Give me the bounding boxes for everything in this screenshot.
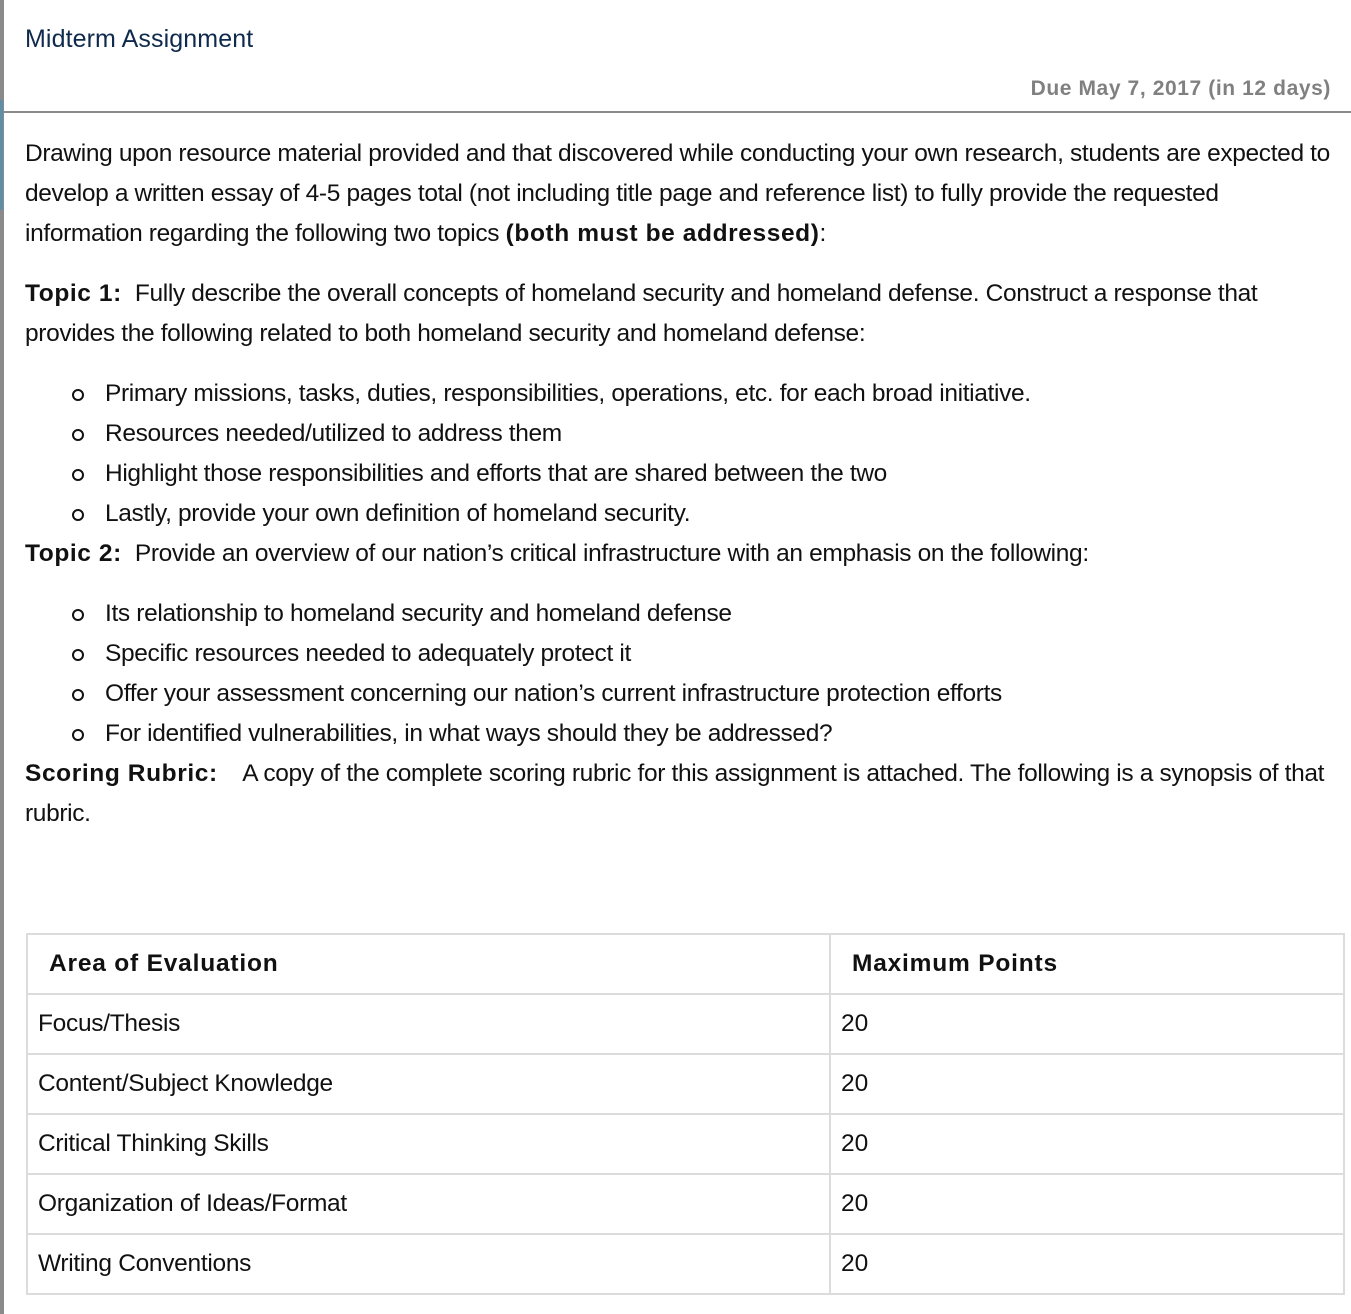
- topic-2-label: Topic 2:: [25, 540, 122, 567]
- topic-1-paragraph: [25, 274, 1335, 354]
- list-item-text: For identified vulnerabilities, in what ways should they be addressed?: [105, 720, 833, 747]
- list-item: [69, 594, 1335, 634]
- list-item-text: Highlight those responsibilities and efforts that are shared between the two: [105, 460, 887, 487]
- list-item: [69, 714, 1335, 754]
- assignment-body: [25, 134, 1335, 834]
- hollow-circle-bullet-icon: [72, 649, 84, 661]
- due-date: Due May 7, 2017 (in 12 days): [1030, 77, 1331, 100]
- list-item: [69, 414, 1335, 454]
- intro-suffix: :: [819, 220, 826, 247]
- hollow-circle-bullet-icon: [72, 469, 84, 481]
- topic-1-label: Topic 1:: [25, 280, 122, 307]
- hollow-circle-bullet-icon: [72, 509, 84, 521]
- area-cell: Focus/Thesis: [27, 994, 830, 1054]
- topic-2-paragraph: [25, 534, 1335, 574]
- points-cell: 20: [830, 1174, 1344, 1234]
- list-item: [69, 674, 1335, 714]
- topic-1-list: [25, 374, 1335, 534]
- list-item: [69, 494, 1335, 534]
- assignment-title: Midterm Assignment: [25, 25, 254, 53]
- table-row: [27, 1054, 1344, 1114]
- list-item: [69, 374, 1335, 414]
- column-header-area: Area of Evaluation: [27, 934, 830, 994]
- list-item-text: Offer your assessment concerning our nation’s current infrastructure protection efforts: [105, 680, 1002, 707]
- table-row: [27, 1234, 1344, 1294]
- window-left-accent: [0, 100, 3, 210]
- intro-text: Drawing upon resource material provided and that discovered while conducting your own research, students are expected to develop a written essay of 4-5 pages total (not including title page and reference list) to fully provide the requested information regarding the following two topics: [25, 140, 1330, 247]
- table-row: [27, 1174, 1344, 1234]
- hollow-circle-bullet-icon: [72, 609, 84, 621]
- list-item-text: Specific resources needed to adequately protect it: [105, 640, 631, 667]
- table-row: [27, 1114, 1344, 1174]
- scoring-rubric-text: A copy of the complete scoring rubric for this assignment is attached. The following is a synopsis of that rubric.: [25, 760, 1325, 827]
- list-item-text: Its relationship to homeland security and homeland defense: [105, 600, 732, 627]
- scoring-rubric-label: Scoring Rubric:: [25, 760, 218, 787]
- hollow-circle-bullet-icon: [72, 689, 84, 701]
- list-item-text: Primary missions, tasks, duties, responsibilities, operations, etc. for each broad initiative.: [105, 380, 1031, 407]
- intro-paragraph: [25, 134, 1335, 254]
- hollow-circle-bullet-icon: [72, 429, 84, 441]
- area-cell: Writing Conventions: [27, 1234, 830, 1294]
- hollow-circle-bullet-icon: [72, 389, 84, 401]
- topic-2-text: Provide an overview of our nation’s critical infrastructure with an emphasis on the following:: [134, 540, 1089, 567]
- list-item-text: Resources needed/utilized to address them: [105, 420, 562, 447]
- intro-emphasis: (both must be addressed): [505, 220, 820, 247]
- area-cell: Critical Thinking Skills: [27, 1114, 830, 1174]
- table-row: [27, 994, 1344, 1054]
- list-item: [69, 454, 1335, 494]
- area-cell: Content/Subject Knowledge: [27, 1054, 830, 1114]
- points-cell: 20: [830, 1054, 1344, 1114]
- points-cell: 20: [830, 1234, 1344, 1294]
- column-header-points: Maximum Points: [830, 934, 1344, 994]
- area-cell: Organization of Ideas/Format: [27, 1174, 830, 1234]
- table-header-row: [27, 934, 1344, 994]
- assignment-header: [4, 0, 1351, 113]
- points-cell: 20: [830, 1114, 1344, 1174]
- list-item-text: Lastly, provide your own definition of homeland security.: [105, 500, 691, 527]
- list-item: [69, 634, 1335, 674]
- points-cell: 20: [830, 994, 1344, 1054]
- hollow-circle-bullet-icon: [72, 729, 84, 741]
- rubric-table: [26, 933, 1345, 1295]
- topic-2-list: [25, 594, 1335, 754]
- topic-1-text: Fully describe the overall concepts of homeland security and homeland defense. Construct a response that provides the following related to both homeland security and homeland defense:: [25, 280, 1258, 347]
- scoring-rubric-paragraph: [25, 754, 1335, 834]
